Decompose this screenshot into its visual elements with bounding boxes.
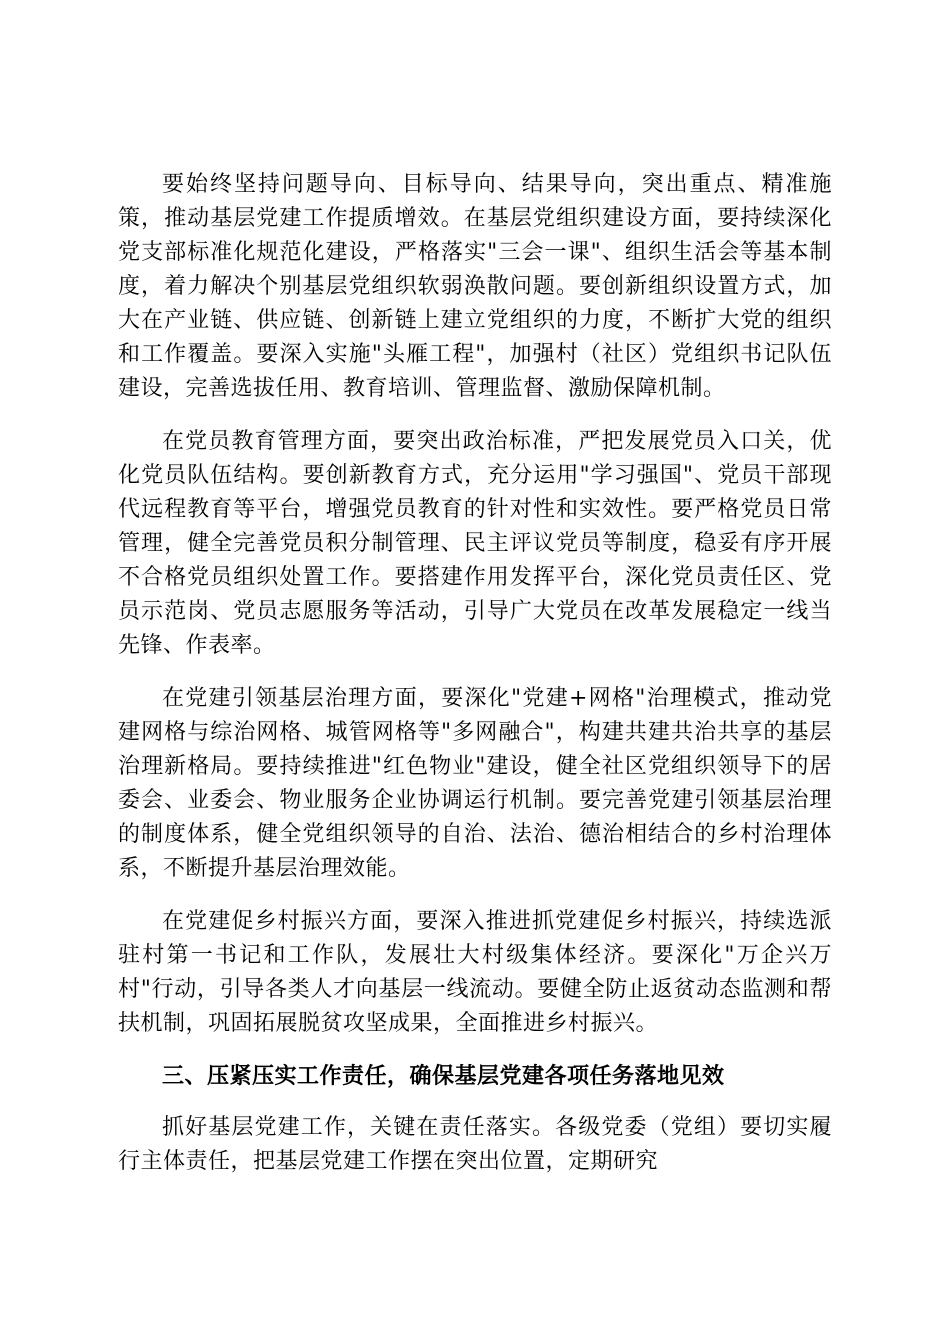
paragraph: 要始终坚持问题导向、目标导向、结果导向，突出重点、精准施策，推动基层党建工作提质增效。在基层党组织建设方面，要持续深化党支部标准化规范化建设，严格落实"三会一课"、组织生活会等基本制度，着力解决个别基层党组织软弱涣散问题。要创新组织设置方式，加大在产业链、供应链、创新链上建立党组织的力度，不断扩大党的组织和工作覆盖。要深入实施"头雁工程"，加强村（社区）党组织书记队伍建设，完善选拔任用、教育培训、管理监督、激励保障机制。 <box>118 172 832 401</box>
paragraph: 在党建促乡村振兴方面，要深入推进抓党建促乡村振兴，持续选派驻村第一书记和工作队，发展壮大村级集体经济。要深化"万企兴万村"行动，引导各类人才向基层一线流动。要健全防止返贫动态监测和帮扶机制，巩固拓展脱贫攻坚成果，全面推进乡村振兴。 <box>118 909 832 1036</box>
section-heading: 三、压紧压实工作责任，确保基层党建各项任务落地见效 <box>162 1064 725 1089</box>
document-body <box>118 168 832 1198</box>
paragraph: 在党建引领基层治理方面，要深化"党建+网格"治理模式，推动党建网格与综治网格、城管网格等"多网融合"，构建共建共治共享的基层治理新格局。要持续推进"红色物业"建设，健全社区党组织领导下的居委会、业委会、物业服务企业协调运行机制。要完善党建引领基层治理的制度体系，健全党组织领导的自治、法治、德治相结合的乡村治理体系，不断提升基层治理效能。 <box>118 686 832 881</box>
paragraph: 抓好基层党建工作，关键在责任落实。各级党委（党组）要切实履行主体责任，把基层党建工作摆在突出位置，定期研究 <box>118 1115 832 1174</box>
paragraph: 在党员教育管理方面，要突出政治标准，严把发展党员入口关，优化党员队伍结构。要创新教育方式，充分运用"学习强国"、党员干部现代远程教育等平台，增强党员教育的针对性和实效性。要严格党员日常管理，健全完善党员积分制管理、民主评议党员等制度，稳妥有序开展不合格党员组织处置工作。要搭建作用发挥平台，深化党员责任区、党员示范岗、党员志愿服务等活动，引导广大党员在改革发展稳定一线当先锋、作表率。 <box>118 429 832 658</box>
